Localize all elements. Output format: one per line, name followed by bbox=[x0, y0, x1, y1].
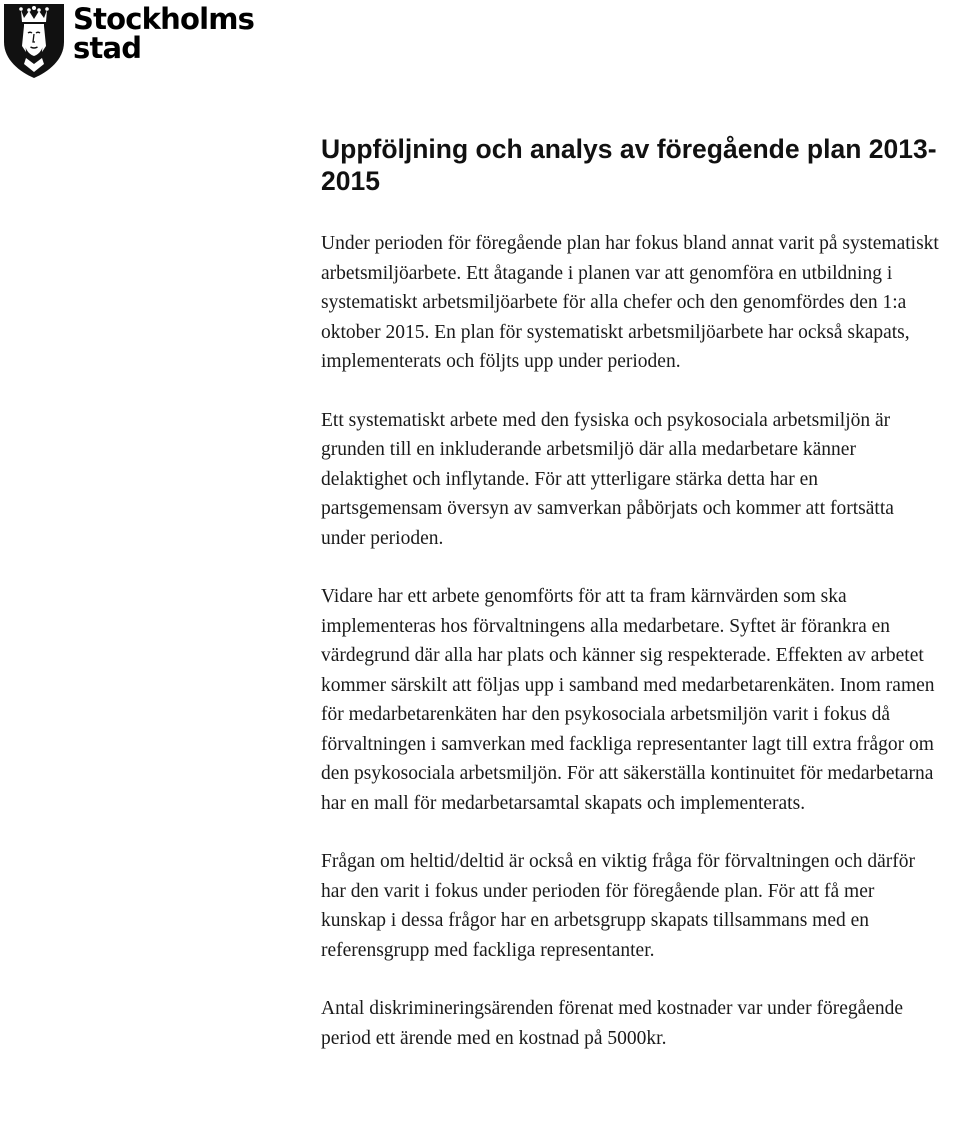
logo-line-2: stad bbox=[73, 31, 142, 65]
paragraph-5: Antal diskrimineringsärenden förenat med kostnader var under föregående period ett ärende med en kostnad på 5000kr. bbox=[321, 998, 904, 1049]
paragraph-2: Ett systematiskt arbete med den fysiska och psykosociala arbetsmiljön är grunden till en inkluderande arbetsmiljö där alla medarbetare känner delaktighet och inflytande. För att ytterligare stärka detta har en partsgemensam översyn av samverkan påbörjats och kommer att fortsätta under perioden. bbox=[321, 409, 894, 549]
logo-line-1: Stockholms bbox=[73, 2, 255, 36]
paragraph-4: Frågan om heltid/deltid är också en viktig fråga för förvaltningen och därför har den varit i fokus under perioden för föregående plan. För att få mer kunskap i dessa frågor har en arbetsgrupp skapats tillsammans med en referensgrupp med fackliga representanter. bbox=[321, 851, 916, 961]
page-title: Uppföljning och analys av föregående plan 2013-2015 bbox=[321, 134, 937, 196]
logo-wordmark bbox=[73, 2, 255, 65]
document-body bbox=[321, 133, 941, 1082]
city-crest-icon bbox=[2, 2, 66, 80]
paragraph-1: Under perioden för föregående plan har fokus bland annat varit på systematiskt arbetsmiljöarbete. Ett åtagande i planen var att genomföra en utbildning i systematiskt arbetsmiljöarbete för alla chefer och den genomfördes den 1:a oktober 2015. En plan för systematiskt arbetsmiljöarbete har också skapats, implementerats och följts upp under perioden. bbox=[321, 233, 939, 372]
paragraph-3: Vidare har ett arbete genomförts för att ta fram kärnvärden som ska implementeras hos förvaltningens alla medarbetare. Syftet är förankra en värdegrund där alla har plats och känner sig respekterade. Effekten av arbetet kommer särskilt att följas upp i samband med medarbetarenkäten. Inom ramen för medarbetarenkäten har den psykosociala arbetsmiljön varit i fokus då förvaltningen i samverkan med fackliga representanter lagt till extra frågor om den psykosociala arbetsmiljön. För att säkerställa kontinuitet för medarbetarna har en mall för medarbetarsamtal skapats och implementerats. bbox=[321, 586, 935, 814]
stockholms-stad-logo bbox=[2, 2, 254, 80]
